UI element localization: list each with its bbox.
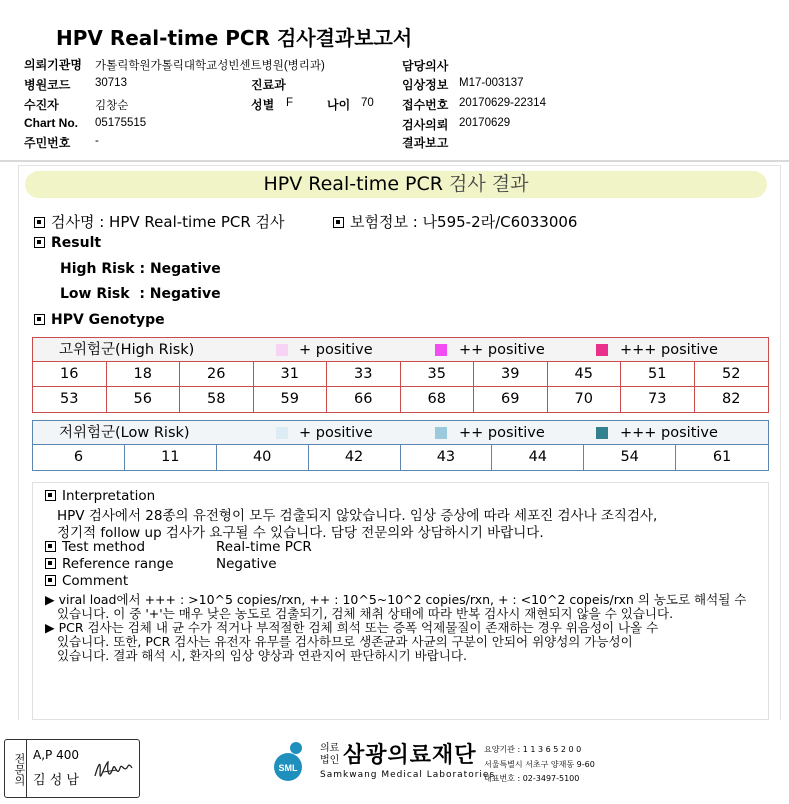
org-phone: 대표번호 : 02-3497-5100 [484, 774, 580, 783]
genotype-cell: 52 [695, 362, 769, 387]
hospital-code-label: 병원코드 [24, 78, 71, 92]
logo-text: SML [278, 763, 298, 773]
resident-label: 주민번호 [24, 136, 71, 150]
genotype-cell: 42 [309, 445, 401, 470]
method-row [45, 539, 145, 555]
institution-value: 가톨릭학원가톨릭대학교성빈센트병원(병리과) [95, 60, 325, 72]
genotype-cell: 16 [33, 362, 107, 387]
comment-2a-text: PCR 검사는 검체 내 균 수가 적거나 부적절한 검체 희석 또는 증폭 억제물질이 존재하는 경우 위음성이 나올 수 [58, 620, 659, 635]
org-address: 서울특별시 서초구 양재동 9-60 [484, 760, 595, 769]
bullet-square-icon [34, 314, 45, 325]
legend-plus2: ++ positive [459, 425, 545, 441]
bullet-square-icon [45, 490, 56, 501]
genotype-cell: 45 [548, 362, 622, 387]
comment-1a-text: viral load에서 +++ : >10^5 copies/rxn, ++ : 10^5~10^2 copies/rxn, + : <10^2 copeis/rxn 의 농도로 해석될 수 [58, 592, 747, 607]
legend-plus: + positive [299, 342, 373, 358]
age-value: 70 [361, 97, 374, 109]
genotype-cell: 56 [107, 387, 181, 412]
low-risk-grid [32, 444, 769, 471]
genotype-cell: 31 [254, 362, 328, 387]
genotype-cell: 26 [180, 362, 254, 387]
range-label: Reference range [62, 556, 174, 572]
resident-value: - [95, 135, 99, 147]
sml-logo-icon [272, 741, 312, 783]
genotype-cell: 70 [548, 387, 622, 412]
genotype-cell: 68 [401, 387, 475, 412]
genotype-cell: 35 [401, 362, 475, 387]
hospital-code-value: 30713 [95, 77, 127, 89]
genotype-label: HPV Genotype [51, 312, 165, 328]
signature-image [91, 754, 135, 788]
plus2-swatch [435, 344, 447, 356]
plus3-swatch [596, 344, 608, 356]
chart-value: 05175515 [95, 117, 147, 129]
low-risk-header [32, 420, 769, 444]
genotype-cell: 73 [621, 387, 695, 412]
legend-plus: + positive [299, 425, 373, 441]
bullet-square-icon [45, 541, 56, 552]
high-risk-table [32, 337, 769, 413]
receipt-label: 접수번호 [402, 98, 449, 112]
plus-swatch [276, 344, 288, 356]
high-risk-title: 고위험군(High Risk) [59, 342, 195, 358]
comment-2c: 있습니다. 결과 해석 시, 환자의 임상 양상과 연관지어 판단하시기 바랍니다. [57, 648, 467, 663]
high-risk-result: High Risk : Negative [60, 261, 221, 277]
bullet-square-icon [34, 217, 45, 228]
genotype-heading [34, 312, 165, 328]
org-registration: 요양기관 : 1 1 3 6 5 2 0 0 [484, 745, 582, 754]
bullet-square-icon [333, 217, 344, 228]
sex-label: 성별 [251, 98, 275, 112]
interpretation-box [32, 482, 769, 720]
chart-label: Chart No. [24, 116, 78, 130]
plus3-swatch [596, 427, 608, 439]
genotype-cell: 61 [712, 449, 732, 465]
org-prefix-bottom: 법인 [320, 755, 340, 766]
receipt-value: 20170629-22314 [459, 97, 546, 109]
result-label: Result [51, 235, 102, 251]
specialist-label: 전문의 [5, 740, 27, 797]
genotype-cell: 11 [125, 445, 217, 470]
request-label: 검사의뢰 [402, 118, 449, 132]
bullet-square-icon [45, 558, 56, 569]
range-row [45, 556, 174, 572]
arrow-bullet-icon: ▶ [45, 620, 55, 635]
high-risk-grid [32, 361, 769, 413]
bullet-square-icon [45, 575, 56, 586]
interpretation-text-1: HPV 검사에서 28종의 유전형이 모두 검출되지 않았습니다. 임상 증상에 따라 세포진 검사나 조직검사, [57, 508, 658, 524]
genotype-cell: 58 [180, 387, 254, 412]
sex-value: F [286, 97, 294, 109]
org-english: Samkwang Medical Laboratories [320, 770, 496, 780]
result-heading [34, 235, 101, 251]
insurance-row [333, 211, 577, 232]
insurance-info: 보험정보 : 나595-2라/C6033006 [350, 213, 578, 231]
low-risk-title: 저위험군(Low Risk) [59, 425, 190, 441]
test-name: 검사명 : HPV Real-time PCR 검사 [51, 213, 285, 231]
header-divider [0, 160, 789, 162]
genotype-cell: 33 [327, 362, 401, 387]
age-label: 나이 [327, 98, 351, 112]
high-risk-header [32, 337, 769, 361]
genotype-cell: 59 [254, 387, 328, 412]
banner-suffix: 검사 결과 [449, 173, 529, 195]
low-risk-table [32, 420, 769, 471]
banner-title: HPV Real-time PCR [263, 173, 443, 195]
report-label: 결과보고 [402, 136, 449, 150]
legend-plus3: +++ positive [620, 342, 718, 358]
arrow-bullet-icon: ▶ [45, 592, 55, 607]
range-value: Negative [216, 556, 277, 572]
genotype-cell: 54 [584, 445, 676, 470]
genotype-cell: 6 [33, 445, 125, 470]
genotype-cell: 82 [722, 391, 741, 407]
genotype-cell: 39 [474, 362, 548, 387]
patient-value: 김창순 [95, 100, 129, 112]
comment-row [45, 573, 128, 589]
low-risk-result: Low Risk : Negative [60, 286, 221, 302]
specialist-name: 김 성 남 [33, 773, 79, 788]
request-value: 20170629 [459, 117, 511, 129]
test-name-row [34, 211, 285, 232]
org-prefix [320, 743, 339, 767]
genotype-cell: 69 [474, 387, 548, 412]
org-prefix-top: 의료 [320, 743, 340, 754]
genotype-cell: 43 [401, 445, 493, 470]
clinical-label: 임상정보 [402, 78, 449, 92]
legend-plus2: ++ positive [459, 342, 545, 358]
doctor-label: 담당의사 [402, 59, 449, 73]
interpretation-label: Interpretation [62, 488, 156, 504]
genotype-cell: 51 [621, 362, 695, 387]
institution-label: 의뢰기관명 [24, 58, 82, 72]
clinical-value: M17-003137 [459, 77, 524, 89]
comment-1b: 있습니다. 이 중 '+'는 매우 낮은 농도로 검출되기, 검체 채취 상태에 따라 반복 검사시 재현되지 않을 수 있습니다. [57, 606, 674, 621]
patient-label: 수진자 [24, 98, 59, 112]
genotype-cell: 40 [217, 445, 309, 470]
interpretation-heading [45, 488, 155, 504]
report-title: HPV Real-time PCR 검사결과보고서 [56, 26, 413, 50]
dept-label: 진료과 [251, 78, 286, 92]
comment-label: Comment [62, 573, 129, 589]
specialist-code: A,P 400 [33, 748, 79, 762]
method-value: Real-time PCR [216, 539, 312, 555]
result-banner [25, 171, 767, 198]
method-label: Test method [62, 539, 146, 555]
legend-plus3: +++ positive [620, 425, 718, 441]
org-name: 삼광의료재단 [343, 743, 477, 768]
signature-box [4, 739, 140, 798]
genotype-cell: 44 [492, 445, 584, 470]
interpretation-text-2: 정기적 follow up 검사가 요구될 수 있습니다. 담당 전문의와 상담하시기 바랍니다. [57, 525, 544, 541]
genotype-cell: 66 [327, 387, 401, 412]
genotype-cell: 18 [107, 362, 181, 387]
bullet-square-icon [34, 237, 45, 248]
comment-2b: 있습니다. 또한, PCR 검사는 유전자 유무를 검사하므로 생존균과 사균의 구분이 안되어 위양성의 가능성이 [57, 634, 633, 649]
genotype-cell: 53 [33, 387, 107, 412]
plus-swatch [276, 427, 288, 439]
plus2-swatch [435, 427, 447, 439]
